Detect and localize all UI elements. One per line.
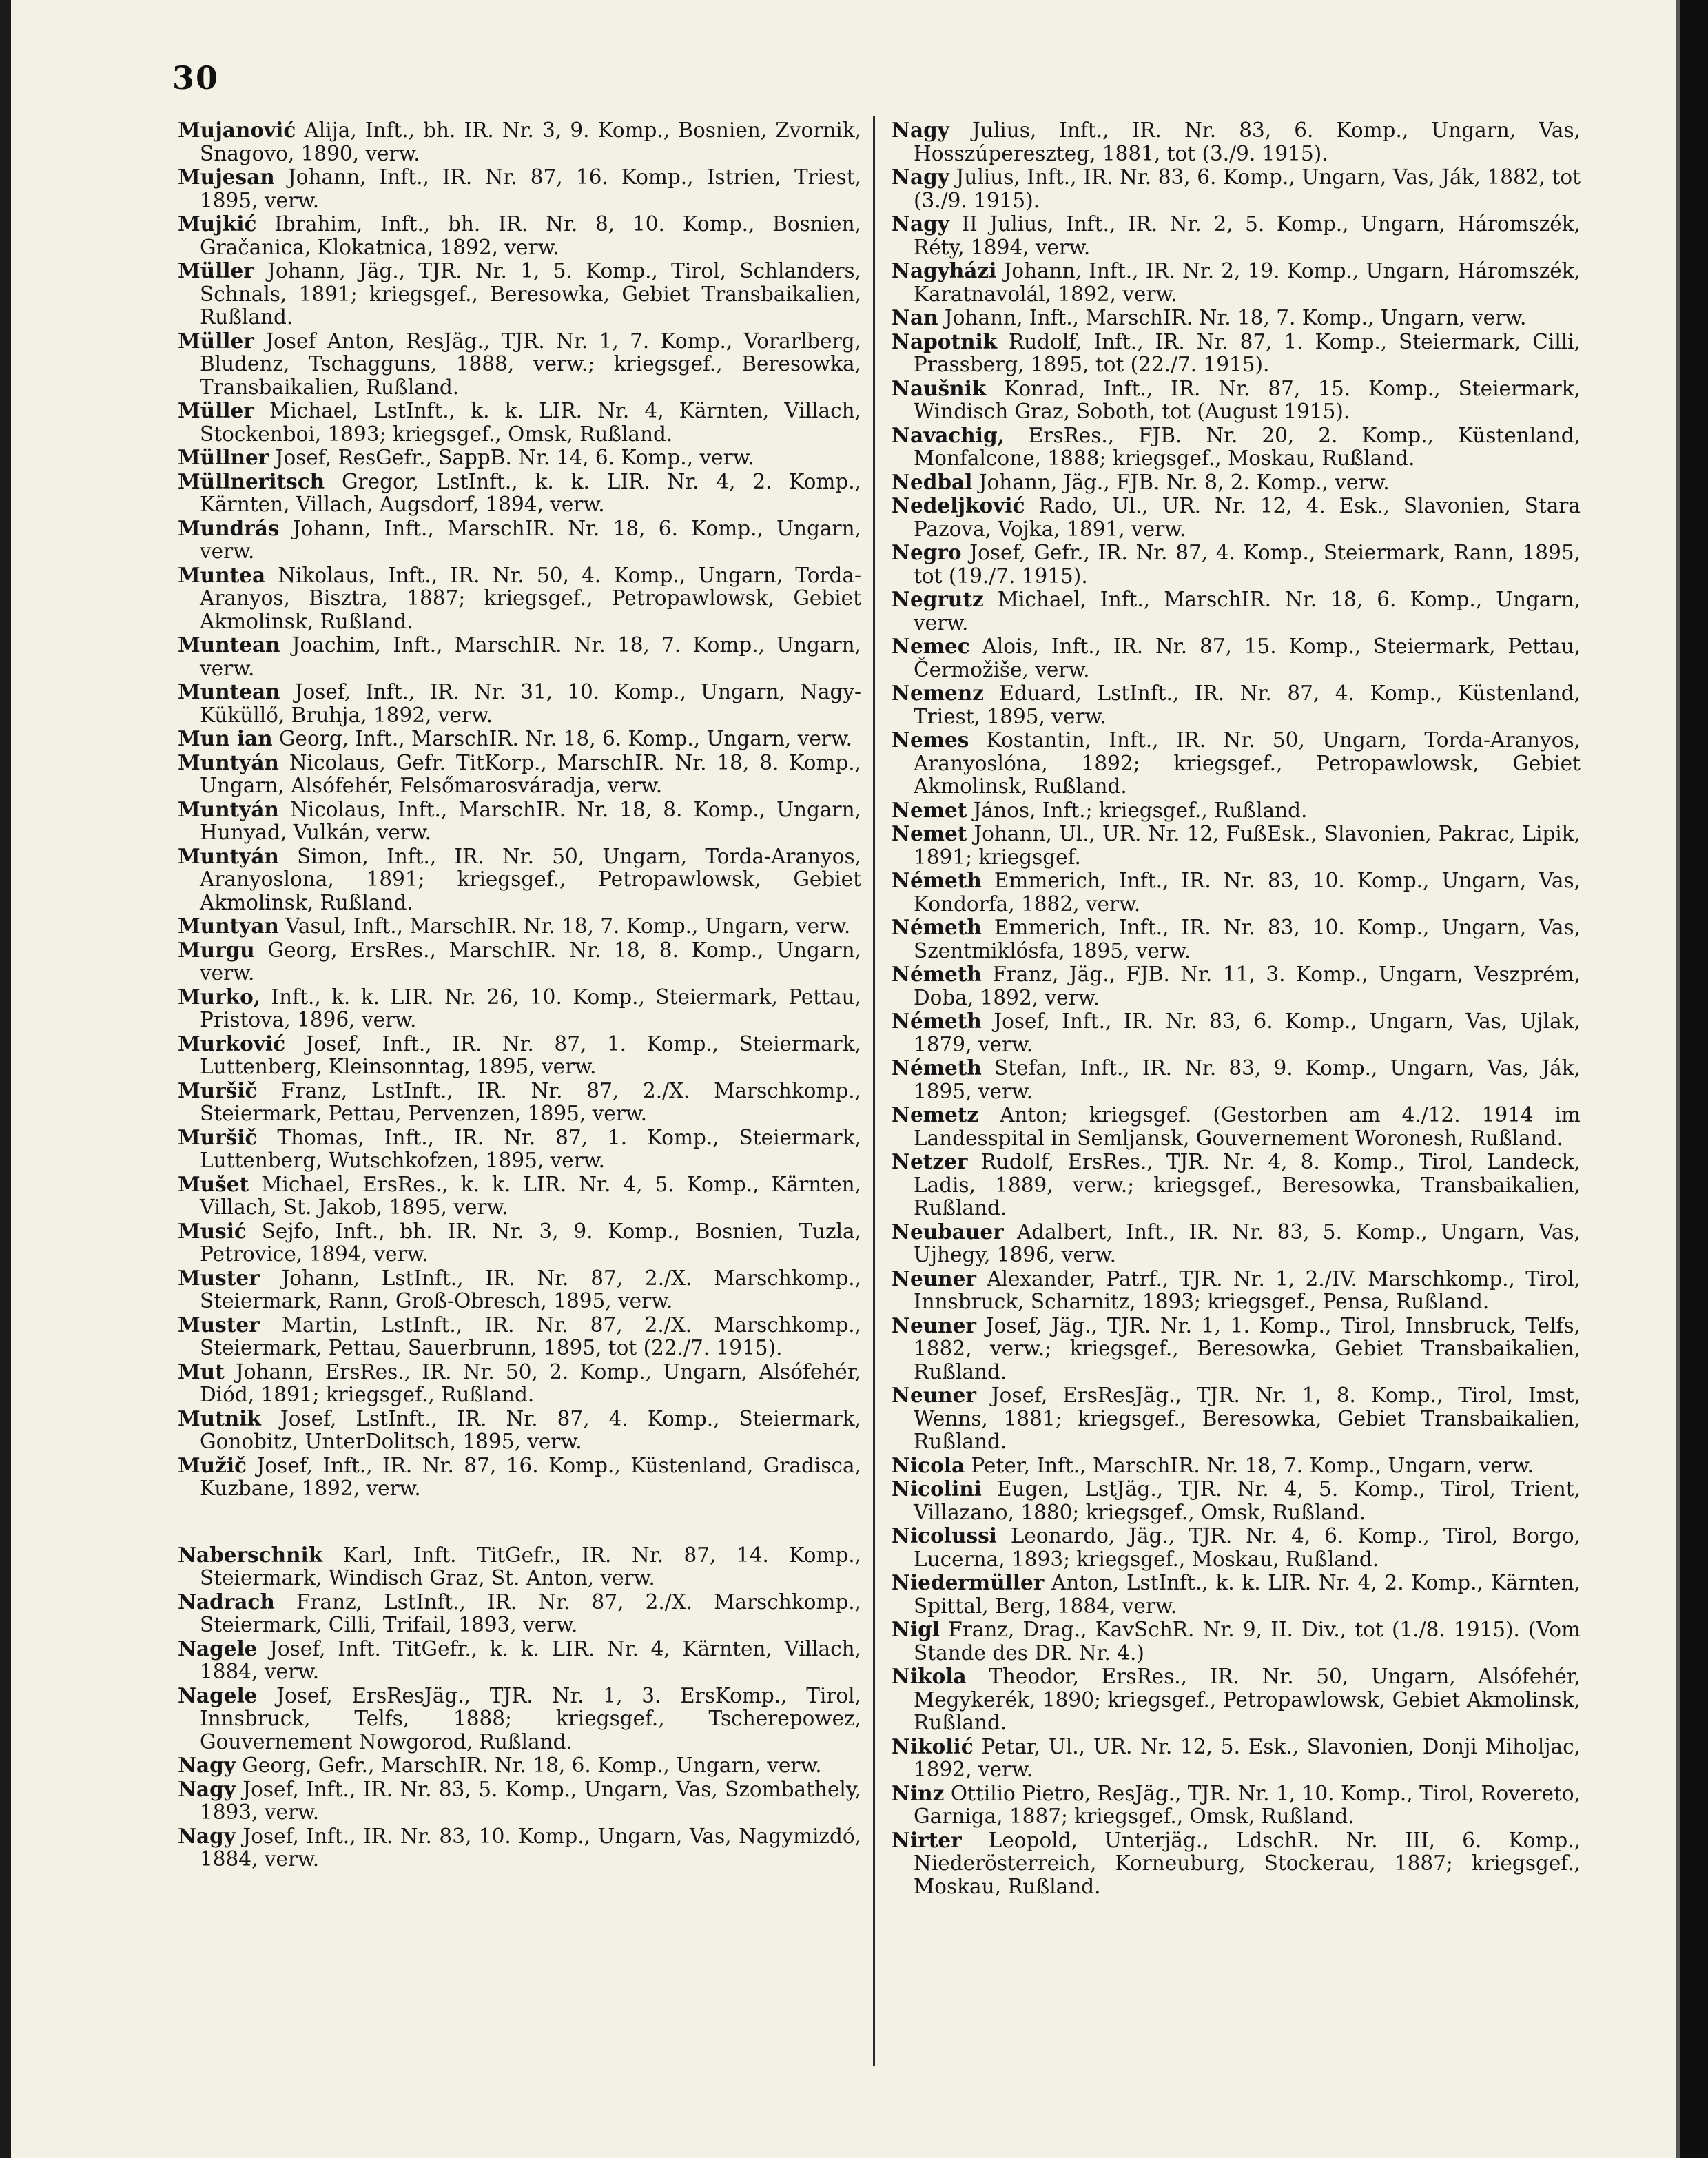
casualty-entry <box>178 470 861 517</box>
casualty-entry <box>178 680 861 727</box>
entry-details: Rudolf, ErsRes., TJR. Nr. 4, 8. Komp., Tirol, Landeck, Ladis, 1889, verw.; kriegsgef., Beresowka, Transbaikalien, Rußland. <box>914 1150 1581 1220</box>
casualty-entry <box>892 799 1581 823</box>
entry-surname: Muntyan <box>178 914 279 938</box>
entry-surname: Netzer <box>892 1149 968 1173</box>
casualty-entry <box>892 681 1581 728</box>
casualty-entry <box>178 1266 861 1313</box>
casualty-entry <box>178 798 861 845</box>
casualty-entry <box>178 938 861 985</box>
entry-surname: Nagele <box>178 1683 258 1707</box>
entry-surname: Mužič <box>178 1452 247 1477</box>
entry-details: Johann, Inft., IR. Nr. 87, 16. Komp., Istrien, Triest, 1895, verw. <box>200 165 861 212</box>
entry-details: Julius, Inft., IR. Nr. 83, 6. Komp., Ungarn, Vas, Ják, 1882, tot (3./9. 1915). <box>914 165 1581 212</box>
entry-surname: Nemenz <box>892 681 984 705</box>
entry-details: Josef, ErsResJäg., TJR. Nr. 1, 8. Komp., Tirol, Imst, Wenns, 1881; kriegsgef., Beresowka, Gebiet Transbaikalien, Rußland. <box>914 1384 1581 1453</box>
entry-details: Franz, Jäg., FJB. Nr. 11, 3. Komp., Ungarn, Veszprém, Doba, 1892, verw. <box>914 963 1581 1009</box>
entry-details: Michael, LstInft., k. k. LIR. Nr. 4, Kärnten, Villach, Stockenboi, 1893; kriegsgef., Omsk, Rußland. <box>200 399 861 446</box>
entry-details: Thomas, Inft., IR. Nr. 87, 1. Komp., Steiermark, Luttenberg, Wutschkofzen, 1895, verw. <box>200 1125 861 1172</box>
casualty-entry <box>178 1543 861 1590</box>
entry-surname: Negrutz <box>892 587 984 611</box>
entry-details: II Julius, Inft., IR. Nr. 2, 5. Komp., Ungarn, Háromszék, Réty, 1894, verw. <box>914 212 1581 259</box>
casualty-entry <box>892 424 1581 471</box>
casualty-entry <box>178 985 861 1032</box>
entry-details: Martin, LstInft., IR. Nr. 87, 2./X. Marschkomp., Steiermark, Pettau, Sauerbrunn, 1895, tot (22./7. 1915). <box>200 1313 861 1359</box>
entry-surname: Ninz <box>892 1780 945 1805</box>
entry-surname: Nagyházi <box>892 258 997 282</box>
entry-surname: Nedbal <box>892 469 973 494</box>
entry-surname: Mut <box>178 1359 225 1384</box>
entry-surname: Murko, <box>178 984 261 1009</box>
casualty-entry <box>892 1665 1581 1735</box>
entry-surname: Nagy <box>178 1823 236 1848</box>
entry-surname: Nagy <box>178 1776 236 1801</box>
entry-details: Johann, Ul., UR. Nr. 12, FußEsk., Slavonien, Pakrac, Lipik, 1891; kriegsgef. <box>914 822 1581 869</box>
casualty-entry <box>178 1454 861 1501</box>
entry-surname: Nagy <box>892 118 949 142</box>
casualty-entry <box>892 1454 1581 1478</box>
entry-surname: Napotnik <box>892 329 998 353</box>
casualty-entry <box>892 1384 1581 1454</box>
section-gap <box>178 1501 861 1543</box>
page-number: 30 <box>172 59 220 96</box>
casualty-entry <box>892 494 1581 541</box>
entry-surname: Nikolić <box>892 1734 974 1758</box>
casualty-entry <box>178 259 861 329</box>
entry-surname: Musić <box>178 1218 247 1243</box>
entry-details: Kostantin, Inft., IR. Nr. 50, Ungarn, Torda-Aranyos, Aranyoslóna, 1892; kriegsgef., Petropawlowsk, Gebiet Akmolinsk, Rußland. <box>914 728 1581 798</box>
entry-details: Josef, Inft., IR. Nr. 83, 6. Komp., Ungarn, Vas, Ujlak, 1879, verw. <box>914 1009 1581 1056</box>
entry-surname: Nagy <box>892 165 949 189</box>
entry-details: Anton; kriegsgef. (Gestorben am 4./12. 1914 im Landesspital in Semljansk, Gouvernement Woronesh, Rußland. <box>914 1103 1581 1150</box>
entry-surname: Nemetz <box>892 1102 979 1127</box>
entry-details: Georg, Gefr., MarschIR. Nr. 18, 6. Komp., Ungarn, verw. <box>235 1754 822 1777</box>
casualty-entry <box>178 1825 861 1871</box>
entry-details: Anton, LstInft., k. k. LIR. Nr. 4, 2. Komp., Kärnten, Spittal, Berg, 1884, verw. <box>914 1571 1581 1618</box>
entry-details: ErsRes., FJB. Nr. 20, 2. Komp., Küstenland, Monfalcone, 1888; kriegsgef., Moskau, Rußland. <box>914 423 1581 470</box>
entry-surname: Naberschnik <box>178 1542 323 1567</box>
casualty-entry <box>892 1267 1581 1314</box>
casualty-entry <box>892 377 1581 424</box>
entry-surname: Mutnik <box>178 1406 261 1430</box>
entry-details: Inft., k. k. LIR. Nr. 26, 10. Komp., Steiermark, Pettau, Pristova, 1896, verw. <box>200 985 861 1031</box>
entry-details: Johann, Inft., IR. Nr. 2, 19. Komp., Ungarn, Háromszék, Karatnavolál, 1892, verw. <box>914 259 1581 306</box>
entry-details: Josef, LstInft., IR. Nr. 87, 4. Komp., Steiermark, Gonobitz, UnterDolitsch, 1895, verw. <box>200 1406 861 1453</box>
entry-surname: Muntea <box>178 562 266 587</box>
casualty-entry <box>892 1056 1581 1103</box>
entry-details: Stefan, Inft., IR. Nr. 83, 9. Komp., Ungarn, Vas, Ják, 1895, verw. <box>914 1056 1581 1103</box>
entry-details: Josef, Inft., IR. Nr. 31, 10. Komp., Ungarn, Nagy-Küküllő, Bruhja, 1892, verw. <box>200 680 861 727</box>
casualty-entry <box>892 1477 1581 1524</box>
casualty-entry <box>892 119 1581 165</box>
entry-surname: Nan <box>892 305 938 329</box>
entry-details: Josef Anton, ResJäg., TJR. Nr. 1, 7. Komp., Vorarlberg, Bludenz, Tschagguns, 1888, verw.; kriegsgef., Beresowka, Transbaikalien, Rußland. <box>200 329 861 399</box>
entry-details: Petar, Ul., UR. Nr. 12, 5. Esk., Slavonien, Donji Miholjac, 1892, verw. <box>914 1734 1581 1781</box>
casualty-entry <box>892 212 1581 259</box>
casualty-entry <box>178 1032 861 1079</box>
entry-surname: Muršič <box>178 1078 258 1102</box>
entry-surname: Nemet <box>892 821 967 845</box>
entry-surname: Nemet <box>892 797 967 822</box>
entry-details: Rado, Ul., UR. Nr. 12, 4. Esk., Slavonien, Stara Pazova, Vojka, 1891, verw. <box>914 494 1581 541</box>
casualty-entry <box>178 165 861 212</box>
casualty-entry <box>892 963 1581 1009</box>
entry-details: Michael, Inft., MarschIR. Nr. 18, 6. Komp., Ungarn, verw. <box>914 588 1581 635</box>
casualty-entry <box>892 635 1581 681</box>
entry-details: János, Inft.; kriegsgef., Rußland. <box>967 798 1308 822</box>
entry-surname: Nicolini <box>892 1477 982 1501</box>
entry-surname: Murgu <box>178 937 255 962</box>
entry-details: Josef, ErsResJäg., TJR. Nr. 1, 3. ErsKomp., Tirol, Innsbruck, Telfs, 1888; kriegsgef., Tscherepowez, Gouvernement Nowgorod, Rußland. <box>200 1683 861 1754</box>
casualty-entry <box>178 633 861 680</box>
entry-surname: Mujesan <box>178 165 275 189</box>
casualty-entry <box>892 259 1581 306</box>
entry-surname: Muntyán <box>178 797 279 821</box>
casualty-entry <box>892 588 1581 635</box>
casualty-entry <box>892 1220 1581 1267</box>
left-column <box>178 119 861 1871</box>
entry-details: Rudolf, Inft., IR. Nr. 87, 1. Komp., Steiermark, Cilli, Prassberg, 1895, tot (22./7. 1915). <box>914 329 1581 376</box>
entry-surname: Nagy <box>178 1753 236 1777</box>
entry-details: Josef, ResGefr., SappB. Nr. 14, 6. Komp., verw. <box>269 446 754 469</box>
entry-details: Johann, LstInft., IR. Nr. 87, 2./X. Marschkomp., Steiermark, Rann, Groß-Obresch, 1895, verw. <box>200 1266 861 1313</box>
casualty-entry <box>178 1220 861 1266</box>
entry-surname: Müller <box>178 398 254 422</box>
casualty-entry <box>892 1314 1581 1384</box>
entry-surname: Mun ian <box>178 726 273 750</box>
entry-surname: Mujkić <box>178 212 257 236</box>
casualty-entry <box>178 399 861 446</box>
entry-details: Emmerich, Inft., IR. Nr. 83, 10. Komp., Ungarn, Vas, Szentmiklósfa, 1895, verw. <box>914 916 1581 963</box>
entry-surname: Nemes <box>892 728 969 752</box>
entry-details: Ibrahim, Inft., bh. IR. Nr. 8, 10. Komp., Bosnien, Gračanica, Klokatnica, 1892, verw. <box>200 212 861 259</box>
entry-details: Franz, Drag., KavSchR. Nr. 9, II. Div., tot (1./8. 1915). (Vom Stande des DR. Nr. 4.) <box>914 1618 1581 1665</box>
right-column <box>892 119 1581 1898</box>
entry-details: Alois, Inft., IR. Nr. 87, 15. Komp., Steiermark, Pettau, Čermožiše, verw. <box>914 635 1581 681</box>
entry-surname: Nirter <box>892 1827 962 1852</box>
casualty-entry <box>178 329 861 400</box>
entry-surname: Muntyán <box>178 843 279 868</box>
casualty-entry <box>892 822 1581 869</box>
entry-surname: Nicolussi <box>892 1523 997 1548</box>
casualty-entry <box>178 1754 861 1778</box>
casualty-entry <box>892 1782 1581 1829</box>
casualty-entry <box>178 446 861 470</box>
entry-surname: Navachig, <box>892 422 1005 447</box>
entry-surname: Naušnik <box>892 376 987 400</box>
entry-surname: Niedermüller <box>892 1570 1045 1594</box>
entry-details: Peter, Inft., MarschIR. Nr. 18, 7. Komp., Ungarn, verw. <box>965 1453 1534 1477</box>
casualty-entry <box>892 1009 1581 1056</box>
entry-details: Karl, Inft. TitGefr., IR. Nr. 87, 14. Komp., Steiermark, Windisch Graz, St. Anton, verw. <box>200 1543 861 1590</box>
entry-surname: Müllneritsch <box>178 469 325 493</box>
entry-details: Adalbert, Inft., IR. Nr. 83, 5. Komp., Ungarn, Vas, Ujhegy, 1896, verw. <box>914 1220 1581 1266</box>
entry-details: Leopold, Unterjäg., LdschR. Nr. III, 6. Komp., Niederösterreich, Korneuburg, Stockerau, 1887; kriegsgef., Moskau, Rußland. <box>914 1828 1581 1898</box>
entry-details: Josef, Inft., IR. Nr. 87, 16. Komp., Küstenland, Gradisca, Kuzbane, 1892, verw. <box>200 1453 861 1500</box>
entry-details: Georg, ErsRes., MarschIR. Nr. 18, 8. Komp., Ungarn, verw. <box>200 938 861 985</box>
entry-surname: Müllner <box>178 445 269 469</box>
page-right-edge <box>1680 0 1708 2158</box>
entry-details: Leonardo, Jäg., TJR. Nr. 4, 6. Komp., Tirol, Borgo, Lucerna, 1893; kriegsgef., Moskau, Rußland. <box>914 1524 1581 1571</box>
entry-details: Sejfo, Inft., bh. IR. Nr. 3, 9. Komp., Bosnien, Tuzla, Petrovice, 1894, verw. <box>200 1219 861 1266</box>
casualty-entry <box>892 330 1581 377</box>
entry-details: Simon, Inft., IR. Nr. 50, Ungarn, Torda-Aranyos, Aranyoslona, 1891; kriegsgef., Petropawlowsk, Gebiet Akmolinsk, Rußland. <box>200 844 861 914</box>
entry-surname: Németh <box>892 915 982 939</box>
entry-surname: Murković <box>178 1031 286 1056</box>
entry-details: Vasul, Inft., MarschIR. Nr. 18, 7. Komp., Ungarn, verw. <box>278 914 851 938</box>
entry-details: Georg, Inft., MarschIR. Nr. 18, 6. Komp., Ungarn, verw. <box>272 727 853 750</box>
casualty-entry <box>892 1571 1581 1618</box>
casualty-entry <box>892 1150 1581 1220</box>
casualty-entry <box>178 751 861 798</box>
casualty-entry <box>892 1829 1581 1899</box>
entry-surname: Muster <box>178 1265 260 1290</box>
entry-details: Johann, Jäg., FJB. Nr. 8, 2. Komp., verw. <box>972 470 1390 494</box>
entry-surname: Németh <box>892 868 982 892</box>
entry-surname: Nicola <box>892 1452 965 1477</box>
casualty-entry <box>178 517 861 564</box>
entry-details: Joachim, Inft., MarschIR. Nr. 18, 7. Komp., Ungarn, verw. <box>200 633 861 680</box>
casualty-entry <box>178 1778 861 1825</box>
entry-details: Konrad, Inft., IR. Nr. 87, 15. Komp., Steiermark, Windisch Graz, Soboth, tot (August 1915). <box>914 376 1581 423</box>
entry-surname: Müller <box>178 328 254 353</box>
casualty-entry <box>892 1735 1581 1782</box>
casualty-entry <box>178 1637 861 1684</box>
entry-surname: Muršič <box>178 1124 258 1149</box>
casualty-entry <box>178 1407 861 1454</box>
entry-details: Josef, Inft. TitGefr., k. k. LIR. Nr. 4, Kärnten, Villach, 1884, verw. <box>200 1636 861 1683</box>
casualty-entry <box>892 869 1581 916</box>
entry-surname: Müller <box>178 258 254 282</box>
entry-details: Nicolaus, Inft., MarschIR. Nr. 18, 8. Komp., Ungarn, Hunyad, Vulkán, verw. <box>200 797 861 844</box>
casualty-entry <box>892 916 1581 963</box>
entry-details: Julius, Inft., IR. Nr. 83, 6. Komp., Ungarn, Vas, Hosszúpereszteg, 1881, tot (3./9. 1915). <box>914 119 1581 165</box>
entry-surname: Nagy <box>892 212 949 236</box>
casualty-entry <box>178 119 861 165</box>
entry-surname: Nedeljković <box>892 493 1025 517</box>
casualty-entry <box>178 1079 861 1126</box>
entry-details: Eugen, LstJäg., TJR. Nr. 4, 5. Komp., Tirol, Trient, Villazano, 1880; kriegsgef., Omsk, Rußland. <box>914 1477 1581 1524</box>
entry-surname: Nikola <box>892 1664 967 1688</box>
entry-details: Alexander, Patrf., TJR. Nr. 1, 2./IV. Marschkomp., Tirol, Innsbruck, Scharnitz, 1893; kriegsgef., Pensa, Rußland. <box>914 1266 1581 1313</box>
casualty-entry <box>178 1173 861 1220</box>
entry-surname: Németh <box>892 962 982 986</box>
entry-surname: Mundrás <box>178 515 280 540</box>
entry-surname: Neuner <box>892 1313 976 1337</box>
entry-details: Ottilio Pietro, ResJäg., TJR. Nr. 1, 10. Komp., Tirol, Rovereto, Garniga, 1887; kriegsgef., Omsk, Rußland. <box>914 1781 1581 1828</box>
casualty-entry <box>892 471 1581 495</box>
entry-surname: Mujanović <box>178 118 296 142</box>
entry-details: Michael, ErsRes., k. k. LIR. Nr. 4, 5. Komp., Kärnten, Villach, St. Jakob, 1895, verw. <box>200 1172 861 1219</box>
entry-surname: Neubauer <box>892 1219 1004 1244</box>
column-divider <box>873 116 875 2066</box>
casualty-entry <box>178 1590 861 1637</box>
entry-details: Gregor, LstInft., k. k. LIR. Nr. 4, 2. Komp., Kärnten, Villach, Augsdorf, 1894, verw. <box>200 469 861 516</box>
entry-details: Josef, Gefr., IR. Nr. 87, 4. Komp., Steiermark, Rann, 1895, tot (19./7. 1915). <box>914 541 1581 588</box>
entry-details: Johann, ErsRes., IR. Nr. 50, 2. Komp., Ungarn, Alsófehér, Diód, 1891; kriegsgef., Rußland. <box>200 1359 861 1406</box>
entry-details: Nicolaus, Gefr. TitKorp., MarschIR. Nr. 18, 8. Komp., Ungarn, Alsófehér, Felsőmarosváradja, verw. <box>200 750 861 797</box>
entry-surname: Muster <box>178 1312 260 1337</box>
page-left-edge <box>0 0 11 2158</box>
casualty-entry <box>178 845 861 915</box>
casualty-entry <box>892 1524 1581 1571</box>
casualty-entry <box>178 727 861 751</box>
casualty-entry <box>178 1360 861 1407</box>
entry-details: Johann, Inft., MarschIR. Nr. 18, 6. Komp., Ungarn, verw. <box>200 516 861 563</box>
casualty-entry <box>892 1103 1581 1150</box>
casualty-entry <box>892 165 1581 212</box>
entry-surname: Nadrach <box>178 1589 275 1614</box>
entry-surname: Nigl <box>892 1617 940 1641</box>
casualty-entry <box>892 728 1581 799</box>
entry-surname: Muntean <box>178 633 280 657</box>
entry-surname: Németh <box>892 1009 982 1033</box>
casualty-entry <box>892 306 1581 330</box>
casualty-entry <box>178 1126 861 1173</box>
entry-details: Johann, Jäg., TJR. Nr. 1, 5. Komp., Tirol, Schlanders, Schnals, 1891; kriegsgef., Beresowka, Gebiet Transbaikalien, Rußland. <box>200 259 861 329</box>
entry-surname: Nemec <box>892 634 970 658</box>
entry-details: Theodor, ErsRes., IR. Nr. 50, Ungarn, Alsófehér, Megykerék, 1890; kriegsgef., Petropawlowsk, Gebiet Akmolinsk, Rußland. <box>914 1665 1581 1734</box>
entry-details: Josef, Inft., IR. Nr. 87, 1. Komp., Steiermark, Luttenberg, Kleinsonntag, 1895, verw. <box>200 1031 861 1078</box>
entry-surname: Muntean <box>178 679 280 703</box>
entry-details: Josef, Inft., IR. Nr. 83, 10. Komp., Ungarn, Vas, Nagymizdó, 1884, verw. <box>200 1824 861 1871</box>
casualty-entry <box>178 212 861 259</box>
entry-surname: Neuner <box>892 1383 976 1407</box>
casualty-entry <box>178 1684 861 1754</box>
casualty-entry <box>892 541 1581 588</box>
entry-details: Eduard, LstInft., IR. Nr. 87, 4. Komp., Küstenland, Triest, 1895, verw. <box>914 681 1581 728</box>
entry-surname: Németh <box>892 1056 982 1080</box>
casualty-entry <box>178 1313 861 1360</box>
casualty-entry <box>178 564 861 634</box>
entry-details: Josef, Inft., IR. Nr. 83, 5. Komp., Ungarn, Vas, Szombathely, 1893, verw. <box>200 1777 861 1824</box>
entry-details: Josef, Jäg., TJR. Nr. 1, 1. Komp., Tirol, Innsbruck, Telfs, 1882, verw.; kriegsgef., Beresowka, Gebiet Transbaikalien, Rußland. <box>914 1313 1581 1384</box>
entry-details: Alija, Inft., bh. IR. Nr. 3, 9. Komp., Bosnien, Zvornik, Snagovo, 1890, verw. <box>200 119 861 165</box>
entry-details: Nikolaus, Inft., IR. Nr. 50, 4. Komp., Ungarn, Torda-Aranyos, Bisztra, 1887; kriegsgef., Petropawlowsk, Gebiet Akmolinsk, Rußland. <box>200 563 861 633</box>
entry-surname: Mušet <box>178 1171 249 1196</box>
entry-details: Emmerich, Inft., IR. Nr. 83, 10. Komp., Ungarn, Vas, Kondorfa, 1882, verw. <box>914 869 1581 916</box>
entry-surname: Negro <box>892 540 962 564</box>
entry-details: Franz, LstInft., IR. Nr. 87, 2./X. Marschkomp., Steiermark, Cilli, Trifail, 1893, verw. <box>200 1590 861 1636</box>
entry-surname: Muntyán <box>178 750 279 774</box>
entry-surname: Neuner <box>892 1266 976 1291</box>
casualty-entry <box>178 914 861 938</box>
entry-details: Johann, Inft., MarschIR. Nr. 18, 7. Komp., Ungarn, verw. <box>938 306 1527 329</box>
entry-details: Franz, LstInft., IR. Nr. 87, 2./X. Marschkomp., Steiermark, Pettau, Pervenzen, 1895, verw. <box>200 1078 861 1125</box>
casualty-entry <box>892 1618 1581 1665</box>
entry-surname: Nagele <box>178 1636 258 1661</box>
